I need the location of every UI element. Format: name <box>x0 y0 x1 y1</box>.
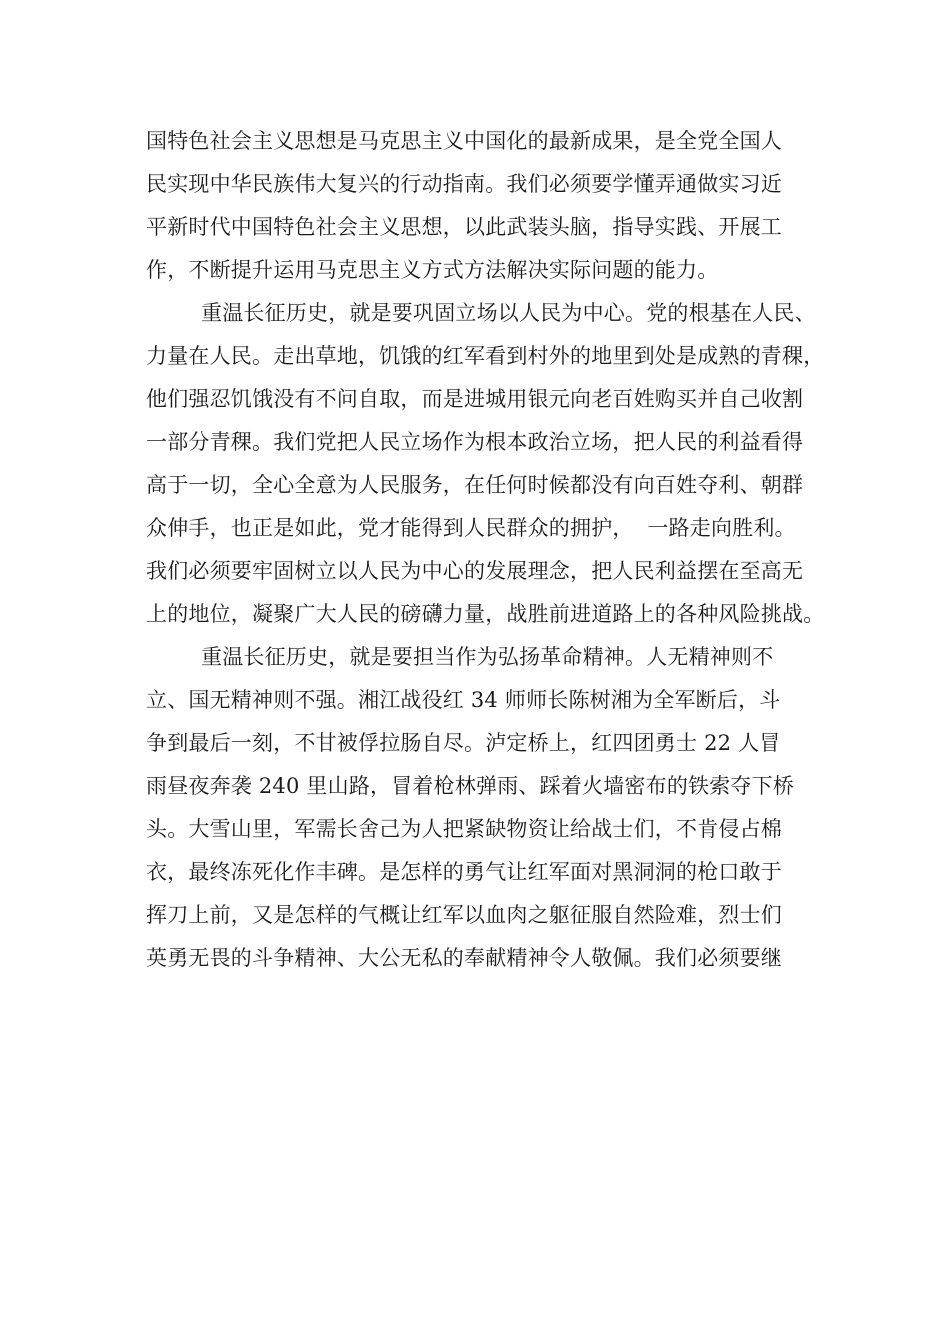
text-line: 国特色社会主义思想是马克思主义中国化的最新成果，是全党全国人 <box>146 129 782 153</box>
text-line: 衣，最终冻死化作丰碑。是怎样的勇气让红军面对黑洞洞的枪口敢于 <box>146 860 782 884</box>
text-line: 作，不断提升运用马克思主义方式方法解决实际问题的能力。 <box>146 258 719 282</box>
text-line: 立、国无精神则不强。湘江战役红 34 师师长陈树湘为全军断后，斗 <box>146 688 781 712</box>
text-line: 众伸手，也正是如此，党才能得到人民群众的拥护， 一路走向胜利。 <box>146 516 796 540</box>
text-line: 雨昼夜奔袭 240 里山路，冒着枪林弹雨、踩着火墙密布的铁索夺下桥 <box>146 774 795 798</box>
text-line: 上的地位，凝聚广大人民的磅礴力量，战胜前进道路上的各种风险挑战。 <box>146 602 825 626</box>
text-line: 高于一切，全心全意为人民服务，在任何时候都没有向百姓夺利、朝群 <box>146 473 804 497</box>
text-line: 民实现中华民族伟大复兴的行动指南。我们必须要学懂弄通做实习近 <box>146 172 782 196</box>
text-line: 英勇无畏的斗争精神、大公无私的奉献精神令人敬佩。我们必须要继 <box>146 946 782 970</box>
text-line: 挥刀上前，又是怎样的气概让红军以血肉之躯征服自然险难，烈士们 <box>146 903 782 927</box>
text-line: 头。大雪山里，军需长舍己为人把紧缺物资让给战士们，不肯侵占棉 <box>146 817 782 841</box>
text-line: 他们强忍饥饿没有不问自取，而是进城用银元向老百姓购买并自己收割 <box>146 387 804 411</box>
text-line: 重温长征历史，就是要巩固立场以人民为中心。党的根基在人民、 <box>146 301 816 325</box>
text-line: 我们必须要牢固树立以人民为中心的发展理念，把人民利益摆在至高无 <box>146 559 804 583</box>
text-line: 一部分青稞。我们党把人民立场作为根本政治立场，把人民的利益看得 <box>146 430 804 454</box>
text-line: 争到最后一刻，不甘被俘拉肠自尽。泸定桥上，红四团勇士 22 人冒 <box>146 731 781 755</box>
text-line: 平新时代中国特色社会主义思想，以此武装头脑，指导实践、开展工 <box>146 215 782 239</box>
text-line: 重温长征历史，就是要担当作为弘扬革命精神。人无精神则不 <box>146 645 774 669</box>
text-line: 力量在人民。走出草地，饥饿的红军看到村外的地里到处是成熟的青稞， <box>146 344 825 368</box>
